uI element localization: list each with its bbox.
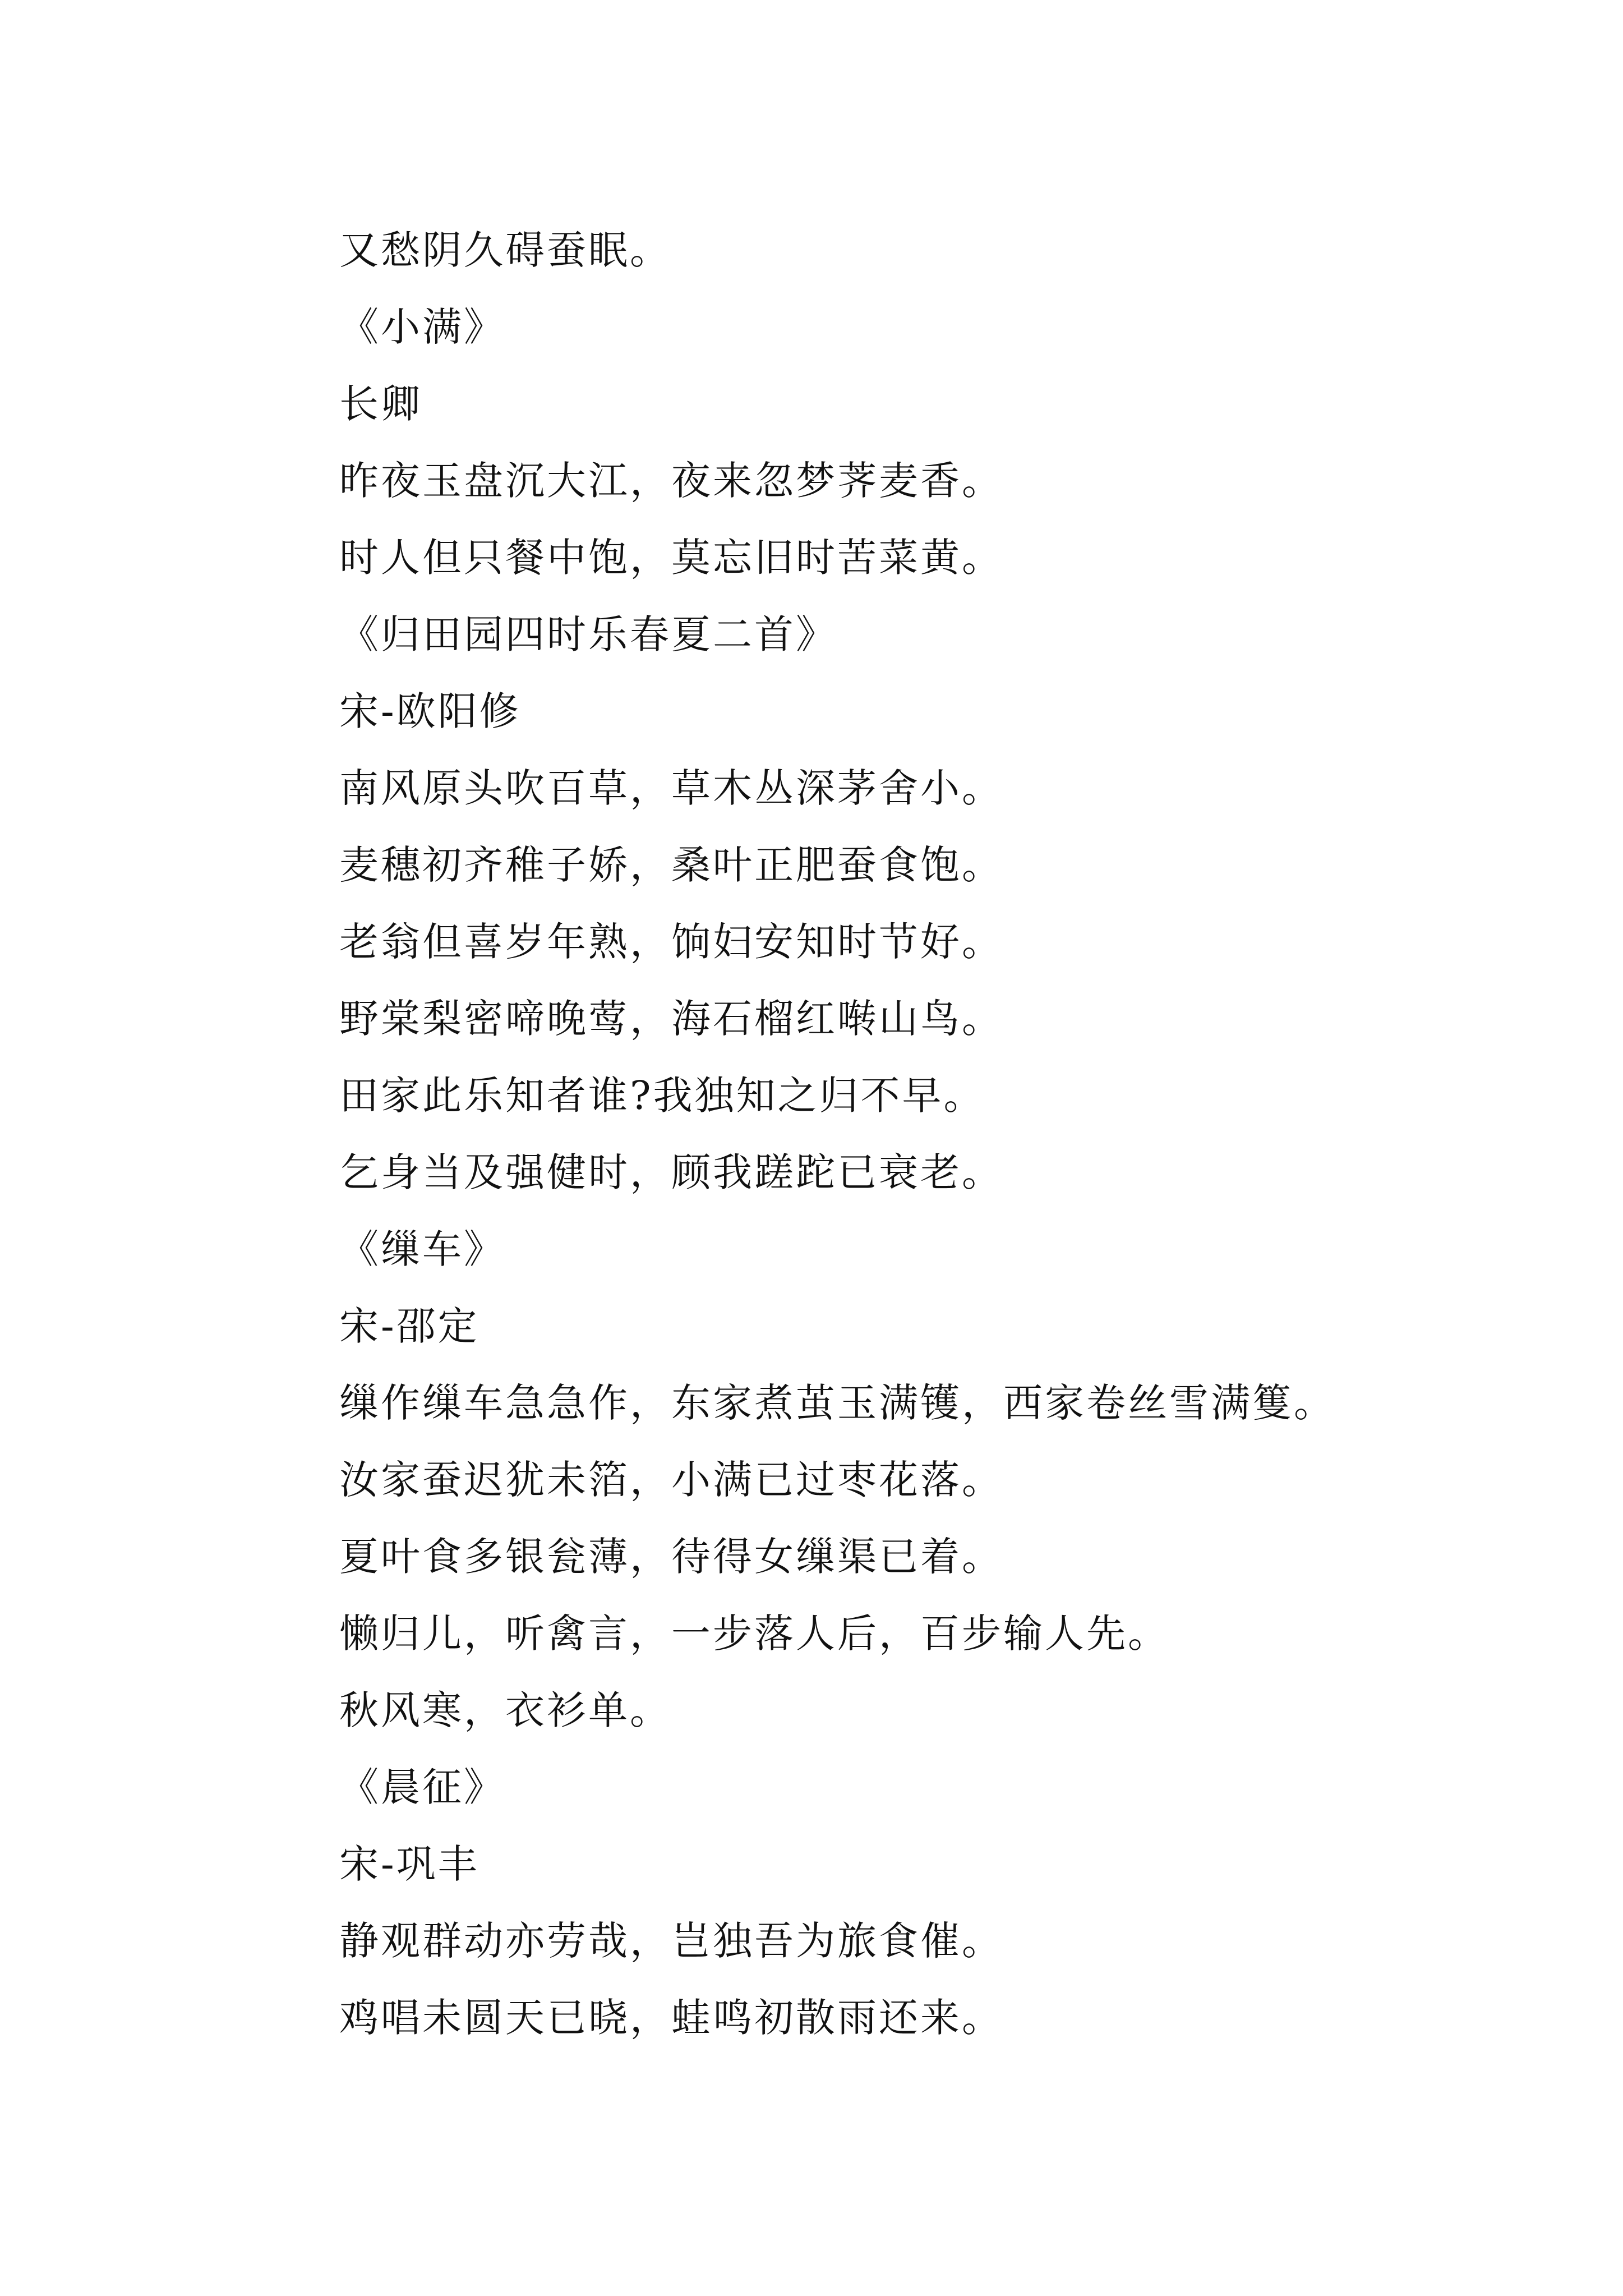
text-line: 时人但只餐中饱，莫忘旧时苦菜黄。 <box>339 535 1003 581</box>
poem-title: 《晨征》 <box>339 1764 505 1810</box>
text-line: 乞身当及强健时，顾我蹉跎已衰老。 <box>339 1149 1003 1195</box>
poem-author: 长卿 <box>339 381 422 427</box>
poem-author: 宋-巩丰 <box>339 1841 479 1887</box>
poem-text-block <box>339 212 1601 2056</box>
text-line: 汝家蚕迟犹未箔，小满已过枣花落。 <box>339 1457 1003 1503</box>
text-line: 老翁但喜岁年熟，饷妇安知时节好。 <box>339 919 1003 965</box>
poem-title: 《缫车》 <box>339 1226 505 1272</box>
text-line: 鸡唱未圆天已晓，蛙鸣初散雨还来。 <box>339 1995 1003 2041</box>
text-line: 麦穗初齐稚子娇，桑叶正肥蚕食饱。 <box>339 842 1003 888</box>
text-line: 秋风寒，衣衫单。 <box>339 1687 671 1733</box>
poem-title: 《小满》 <box>339 304 505 350</box>
text-line: 昨夜玉盘沉大江，夜来忽梦荠麦香。 <box>339 458 1003 504</box>
text-line: 缫作缫车急急作，东家煮茧玉满镬，西家卷丝雪满篗。 <box>339 1380 1335 1426</box>
text-line: 野棠梨密啼晚莺，海石榴红啭山鸟。 <box>339 996 1003 1042</box>
text-line: 南风原头吹百草，草木丛深茅舍小。 <box>339 765 1003 811</box>
text-line: 夏叶食多银瓮薄，待得女缫渠已着。 <box>339 1534 1003 1580</box>
text-line: 田家此乐知者谁?我独知之归不早。 <box>339 1073 985 1119</box>
text-line: 懒归儿，听禽言，一步落人后，百步输人先。 <box>339 1611 1169 1657</box>
poem-author: 宋-欧阳修 <box>339 688 521 734</box>
poem-author: 宋-邵定 <box>339 1303 479 1349</box>
poem-title: 《归田园四时乐春夏二首》 <box>339 611 837 657</box>
text-line: 又愁阴久碍蚕眠。 <box>339 227 671 273</box>
text-line: 静观群动亦劳哉，岂独吾为旅食催。 <box>339 1918 1003 1964</box>
